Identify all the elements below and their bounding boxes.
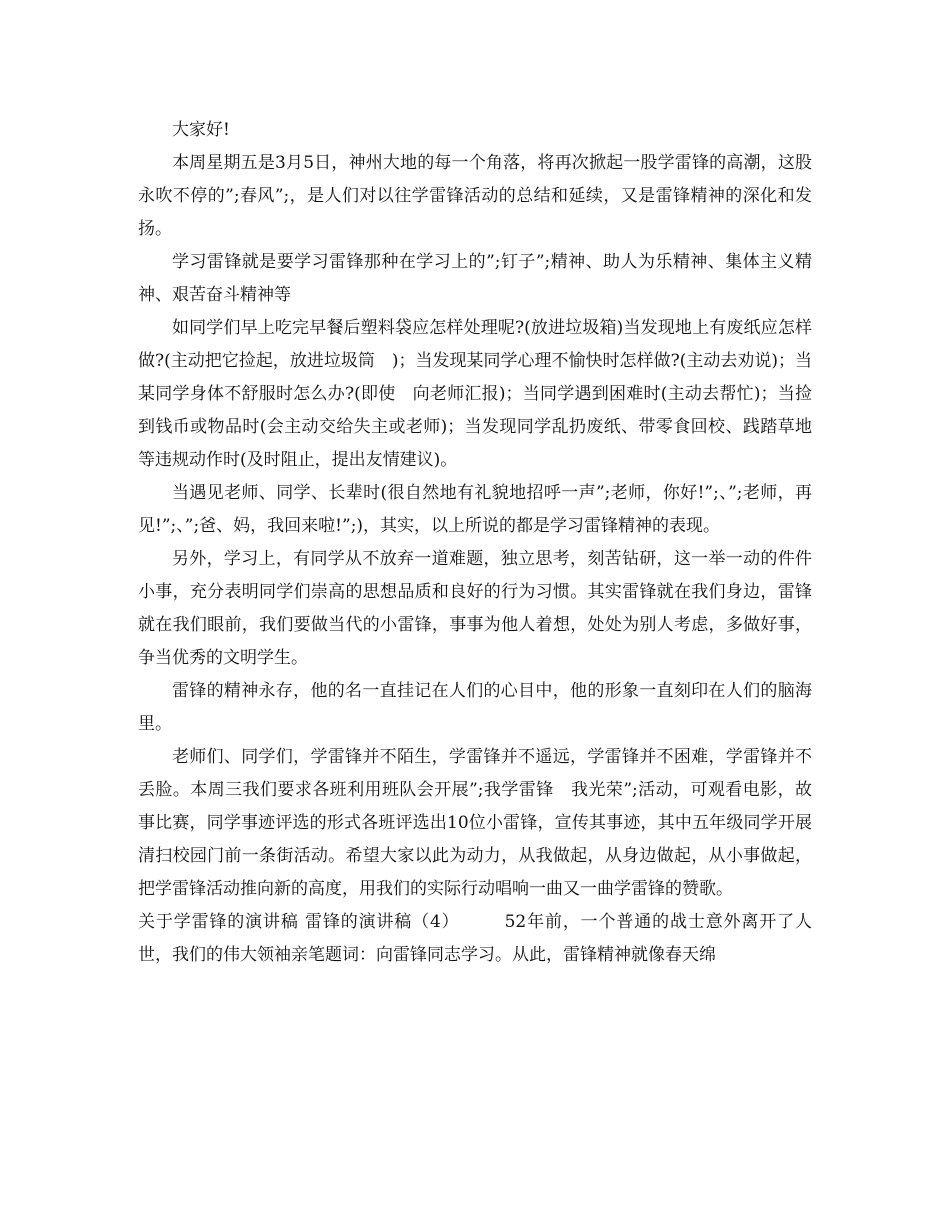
paragraph-courtesy: 当遇见老师、同学、长辈时(很自然地有礼貌地招呼一声”;老师，你好!”;、”;老师，再见!”;、”;爸、妈，我回来啦!”;)，其实，以上所说的都是学习雷锋精神的表现。 bbox=[138, 483, 812, 536]
paragraph-examples: 如同学们早上吃完早餐后塑料袋应怎样处理呢?(放进垃圾箱)当发现地上有废纸应怎样做?(主动把它捡起，放进垃圾筒 )；当发现某同学心理不愉快时怎样做?(主动去劝说)；当某同学身体不舒服时怎么办?(即使 向老师汇报)；当同学遇到困难时(主动去帮忙)；当捡到钱币或物品时(会主动交给失主或老师)；当发现同学乱扔废纸、带零食回校、践踏草地等违规动作时(及时阻止，提出友情建议)。 bbox=[138, 318, 812, 470]
paragraph-spirit: 学习雷锋就是要学习雷锋那种在学习上的”;钉子”;精神、助人为乐精神、集体主义精神、艰苦奋斗精神等 bbox=[138, 252, 812, 305]
paragraph-legacy: 雷锋的精神永存，他的名一直挂记在人们的心目中，他的形象一直刻印在人们的脑海里。 bbox=[138, 681, 812, 734]
paragraph-intro: 本周星期五是3月5日，神州大地的每一个角落，将再次掀起一股学雷锋的高潮，这股永吹不停的”;春风”;，是人们对以往学雷锋活动的总结和延续，又是雷锋精神的深化和发扬。 bbox=[138, 153, 812, 239]
paragraph-greeting: 大家好! bbox=[172, 120, 230, 140]
paragraph-next-speech: 关于学雷锋的演讲稿 雷锋的演讲稿（4） 52年前，一个普通的战士意外离开了人世，我们的伟大领袖亲笔题词：向雷锋同志学习。从此，雷锋精神就像春天绵 bbox=[138, 912, 812, 965]
document-body bbox=[138, 114, 812, 972]
paragraph-study: 另外，学习上，有同学从不放弃一道难题，独立思考，刻苦钻研，这一举一动的件件小事，充分表明同学们崇高的思想品质和良好的行为习惯。其实雷锋就在我们身边，雷锋就在我们眼前，我们要做当代的小雷锋，事事为他人着想，处处为别人考虑，多做好事，争当优秀的文明学生。 bbox=[138, 549, 812, 668]
paragraph-call-to-action: 老师们、同学们，学雷锋并不陌生，学雷锋并不遥远，学雷锋并不困难，学雷锋并不丢脸。本周三我们要求各班利用班队会开展”;我学雷锋 我光荣”;活动，可观看电影，故事比赛，同学事迹评选的形式各班评选出10位小雷锋，宣传其事迹，其中五年级同学开展清扫校园门前一条街活动。希望大家以此为动力，从我做起，从身边做起，从小事做起，把学雷锋活动推向新的高度，用我们的实际行动唱响一曲又一曲学雷锋的赞歌。 bbox=[138, 747, 812, 899]
